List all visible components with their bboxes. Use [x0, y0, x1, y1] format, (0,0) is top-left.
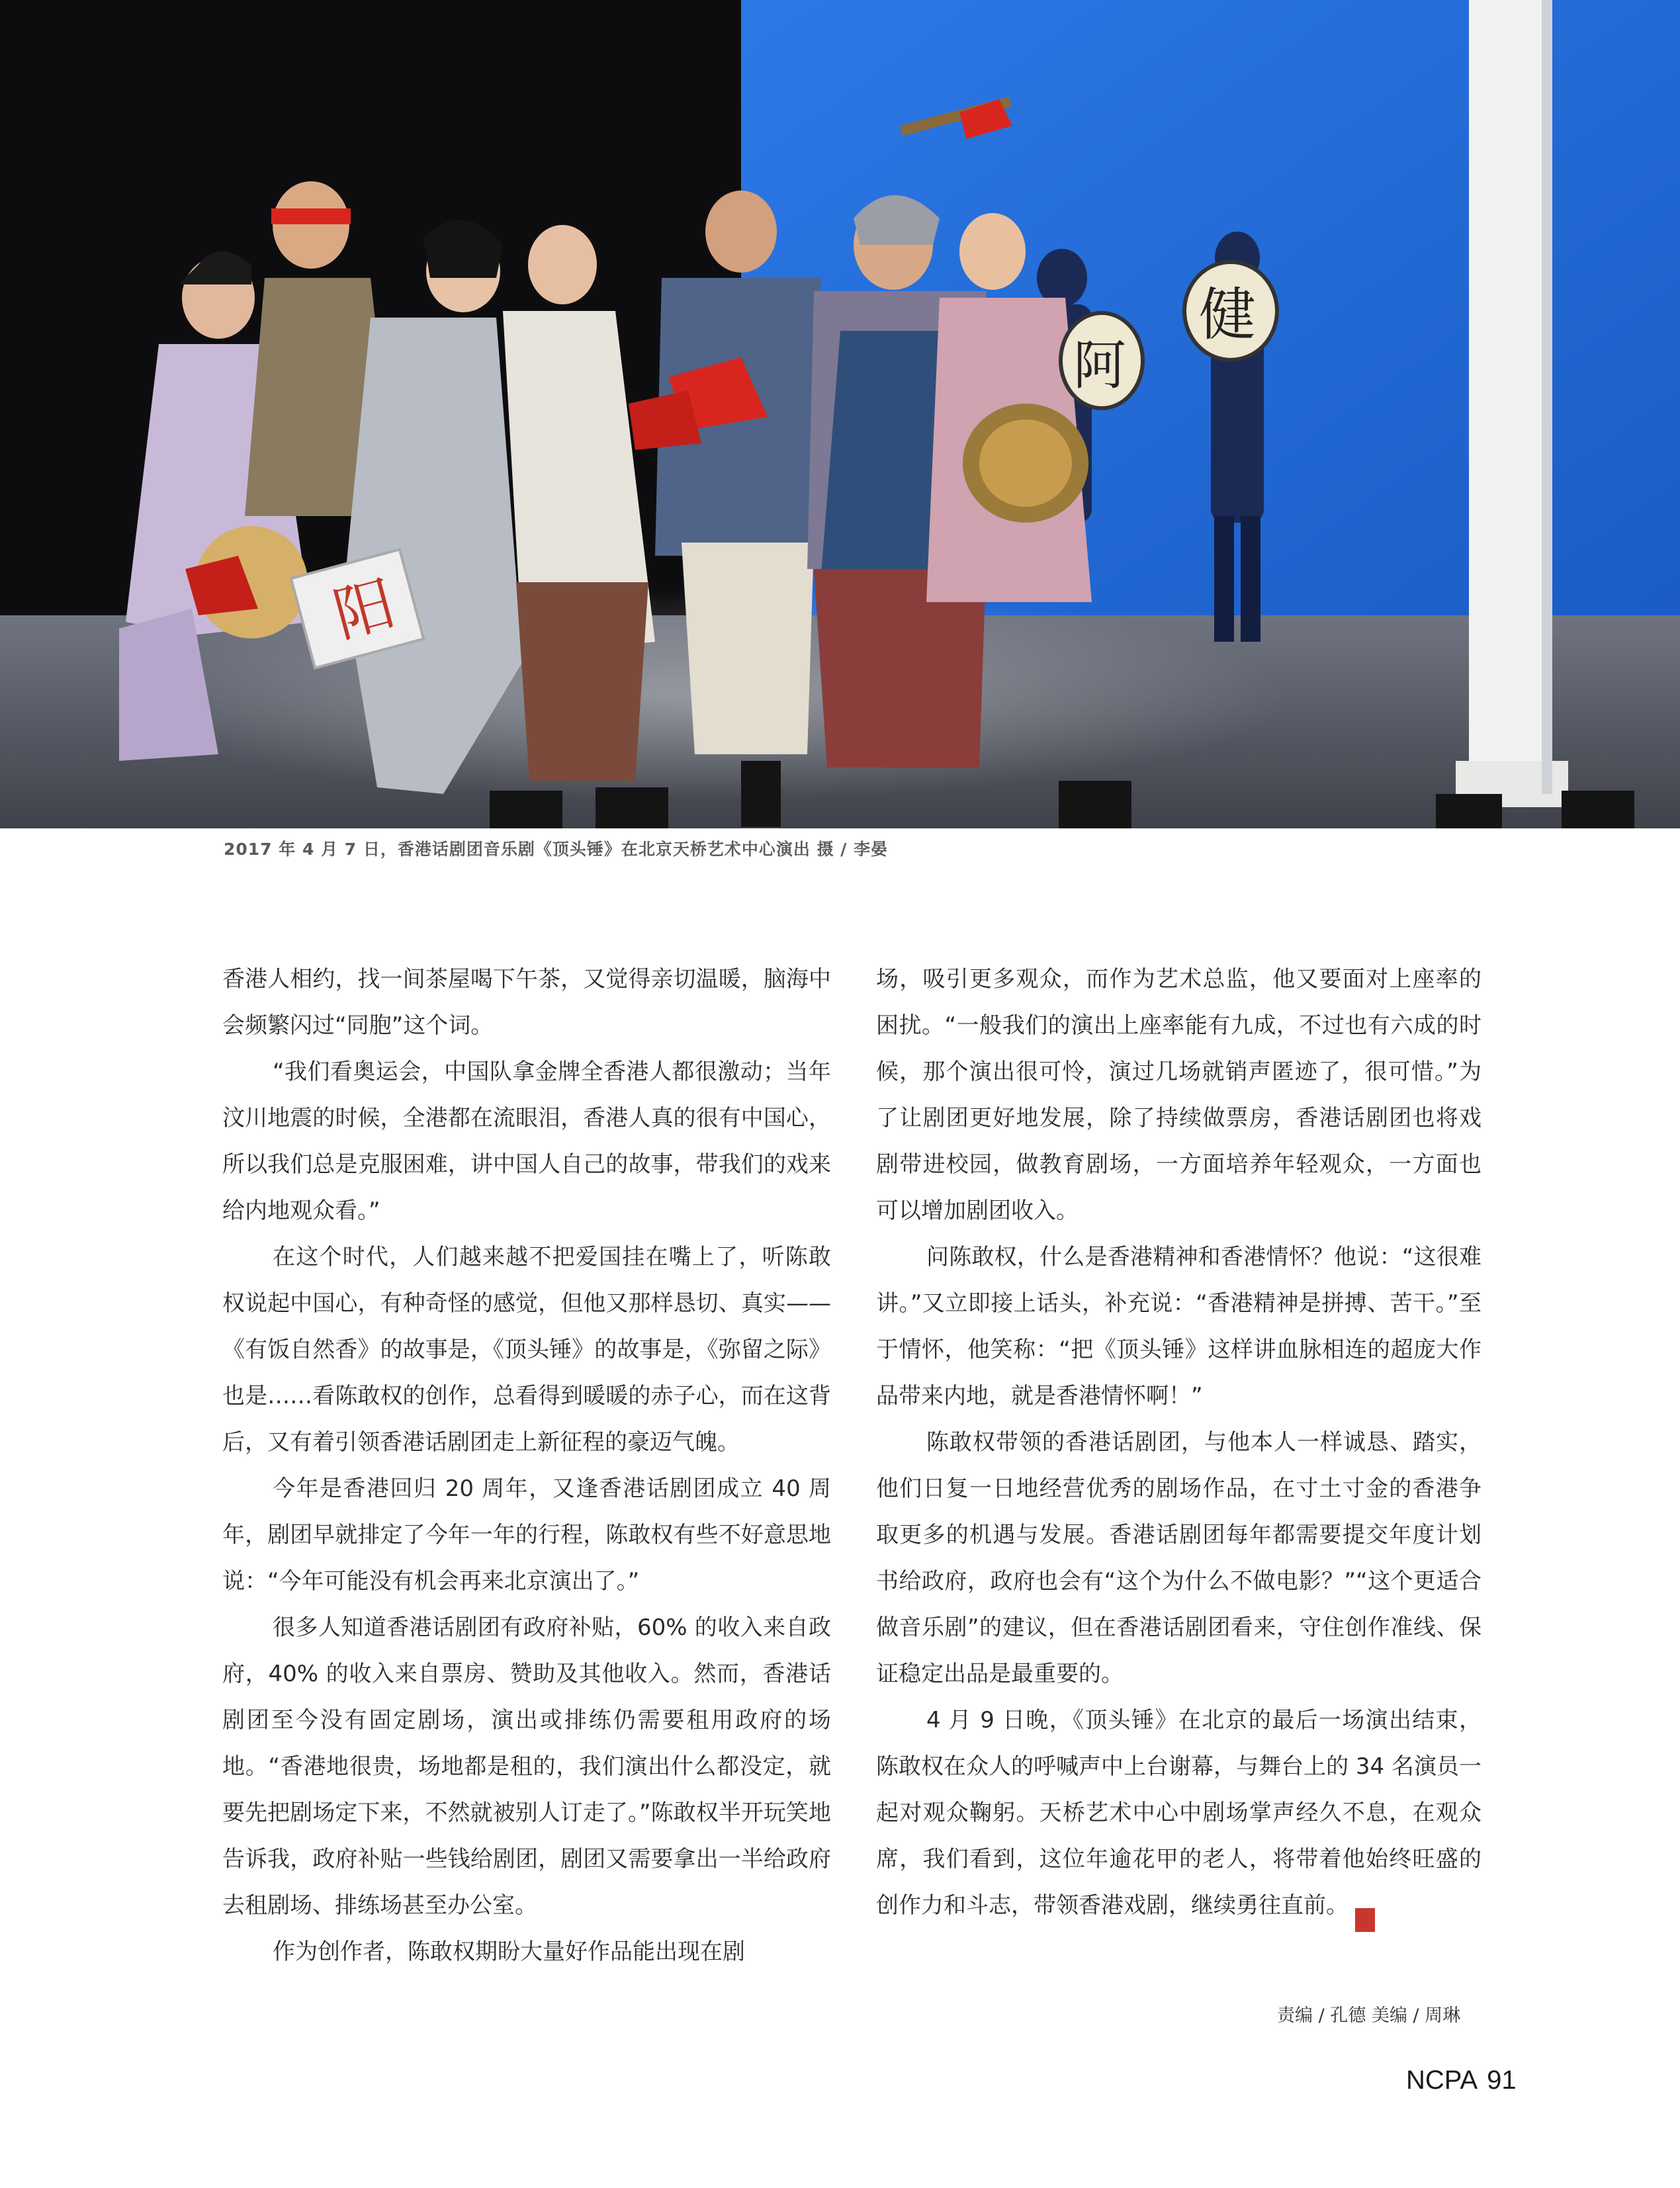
stage-photo-illustration — [0, 0, 1680, 828]
editor-credits: 责编 / 孔德 美编 / 周琳 — [1277, 2005, 1461, 2026]
page-number: 91 — [1487, 2066, 1517, 2095]
paragraph: 香港人相约，找一间茶屋喝下午茶，又觉得亲切温暖，脑海中会频繁闪过“同胞”这个词。 — [222, 966, 831, 1039]
paragraph — [876, 1697, 1481, 1932]
placard-right-text: 健 — [1199, 282, 1256, 348]
placard-mid — [1061, 313, 1143, 408]
paragraph: 在这个时代，人们越来越不把爱国挂在嘴上了，听陈敢权说起中国心，有种奇怪的感觉，但他又那样恳切、真实——《有饭自然香》的故事是，《顶头锤》的故事是，《弥留之际》也是……看陈敢权的创作，总看得到暖暖的赤子心，而在这背后，又有着引领香港话剧团走上新征程的豪迈气魄。 — [222, 1244, 831, 1456]
paragraph: 场，吸引更多观众，而作为艺术总监，他又要面对上座率的困扰。“一般我们的演出上座率能有九成，不过也有六成的时候，那个演出很可怜，演过几场就销声匿迹了，很可惜。”为了让剧团更好地发展，除了持续做票房，香港话剧团也将戏剧带进校园，做教育剧场，一方面培养年轻观众，一方面也可以增加剧团收入。 — [876, 966, 1481, 1224]
placard-left-text: 阳 — [326, 568, 402, 652]
article-right-column — [876, 956, 1481, 1932]
ncpa-end-mark: NCPA — [1355, 1908, 1375, 1932]
stage-photo — [0, 0, 1680, 828]
article-left-column — [222, 956, 831, 1975]
paragraph: 很多人知道香港话剧团有政府补贴，60% 的收入来自政府，40% 的收入来自票房、赞助及其他收入。然而，香港话剧团至今没有固定剧场，演出或排练仍需要租用政府的场地。“香港地很贵，场地都是租的，我们演出什么都没定，就要先把剧场定下来，不然就被别人订走了。”陈敢权半开玩笑地告诉我，政府补贴一些钱给剧团，剧团又需要拿出一半给政府去租剧场、排练场甚至办公室。 — [222, 1614, 831, 1919]
white-column — [1469, 0, 1548, 794]
paragraph: 陈敢权带领的香港话剧团，与他本人一样诚恳、踏实，他们日复一日地经营优秀的剧场作品，在寸土寸金的香港争取更多的机遇与发展。香港话剧团每年都需要提交年度计划书给政府，政府也会有“这个为什么不做电影？”“这个更适合做音乐剧”的建议，但在香港话剧团看来，守住创作准线、保证稳定出品是最重要的。 — [876, 1429, 1481, 1687]
paragraph: 今年是香港回归 20 周年，又逢香港话剧团成立 40 周年，剧团早就排定了今年一年的行程，陈敢权有些不好意思地说：“今年可能没有机会再来北京演出了。” — [222, 1475, 831, 1595]
magazine-name: NCPA — [1406, 2066, 1478, 2095]
paragraph: “我们看奥运会，中国队拿金牌全香港人都很激动；当年汶川地震的时候，全港都在流眼泪，香港人真的很有中国心，所以我们总是克服困难，讲中国人自己的故事，带我们的戏来给内地观众看。” — [222, 1059, 831, 1224]
placard-mid-text: 阿 — [1073, 335, 1126, 396]
placard-right — [1184, 262, 1277, 360]
photo-caption: 2017 年 4 月 7 日，香港话剧团音乐剧《顶头锤》在北京天桥艺术中心演出 摄 / 李晏 — [224, 840, 889, 859]
paragraph: 问陈敢权，什么是香港精神和香港情怀？他说：“这很难讲。”又立即接上话头，补充说：“香港精神是拼搏、苦干。”至于情怀，他笑称：“把《顶头锤》这样讲血脉相连的超庞大作品带来内地，就是香港情怀啊！” — [876, 1244, 1481, 1409]
paragraph: 作为创作者，陈敢权期盼大量好作品能出现在剧 — [273, 1939, 745, 1965]
paragraph-text: 4 月 9 日晚，《顶头锤》在北京的最后一场演出结束，陈敢权在众人的呼喊声中上台谢幕，与舞台上的 34 名演员一起对观众鞠躬。天桥艺术中心中剧场掌声经久不息，在观众席，我们看到，这位年逾花甲的老人，将带着他始终旺盛的创作力和斗志，带领香港戏剧，继续勇往直前。 — [876, 1707, 1481, 1919]
page-folio — [1406, 2066, 1526, 2095]
